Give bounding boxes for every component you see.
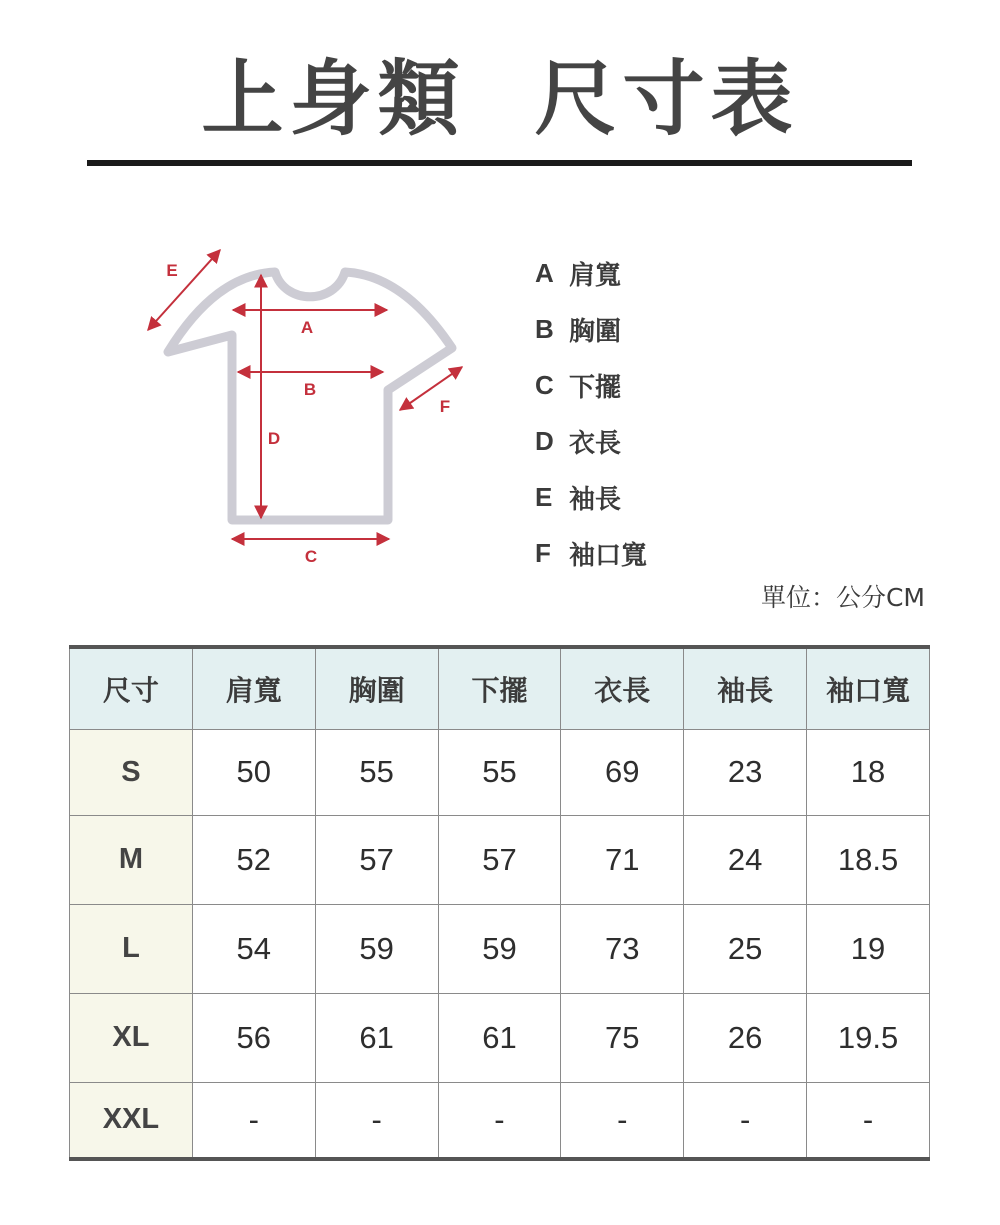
header-sleeve: 袖長 [684,647,807,729]
table-cell: 59 [438,904,561,993]
header-shoulder: 肩寬 [192,647,315,729]
legend-item [535,469,835,525]
label-e: E [166,261,178,280]
size-cell: M [70,815,193,904]
legend-code: B [535,313,554,344]
table-row [70,904,930,993]
table-row [70,1082,930,1159]
table-cell: - [192,1082,315,1159]
table-row [70,729,930,815]
table-cell: 19.5 [807,993,930,1082]
table-cell: 52 [192,815,315,904]
table-cell: 61 [315,993,438,1082]
table-cell: 57 [315,815,438,904]
table-row [70,815,930,904]
table-cell: 50 [192,729,315,815]
legend-label: 袖口寬 [569,540,648,571]
size-cell: XL [70,993,193,1082]
legend-label: 衣長 [569,428,622,459]
legend-item [535,525,835,581]
legend-item [535,413,835,469]
table-cell: 55 [315,729,438,815]
legend-code: E [535,481,553,512]
table-header-row [70,647,930,729]
title-divider [87,160,912,166]
label-d: D [267,429,281,448]
table-cell: 75 [561,993,684,1082]
arrow-e [148,250,220,330]
label-c: C [304,547,318,566]
table-cell: 25 [684,904,807,993]
legend-code: A [535,257,554,288]
header-length: 衣長 [561,647,684,729]
legend-label: 肩寬 [569,260,622,291]
table-cell: 73 [561,904,684,993]
table-cell: 57 [438,815,561,904]
legend-label: 下擺 [569,372,622,403]
unit-note: 單位：公分CM [760,583,925,612]
table-cell: 69 [561,729,684,815]
legend-item [535,301,835,357]
table-cell: 71 [561,815,684,904]
table-cell: - [315,1082,438,1159]
legend-item [535,357,835,413]
header-chest: 胸圍 [315,647,438,729]
label-f: F [439,397,451,416]
legend-code: D [535,425,554,456]
table-cell: 24 [684,815,807,904]
header-size: 尺寸 [70,647,193,729]
table-cell: 59 [315,904,438,993]
table-cell: 26 [684,993,807,1082]
table-cell: 55 [438,729,561,815]
legend-label: 胸圍 [569,316,622,347]
table-cell: - [684,1082,807,1159]
table-cell: - [438,1082,561,1159]
label-b: B [303,380,317,399]
size-cell: S [70,729,193,815]
page-title: 上身類 尺寸表 [201,52,799,147]
header-cuff: 袖口寬 [807,647,930,729]
size-chart-table [69,645,930,1161]
legend-label: 袖長 [569,484,622,515]
legend-item [535,245,835,301]
table-cell: - [807,1082,930,1159]
table-cell: 18 [807,729,930,815]
legend-code: C [535,369,554,400]
table-row [70,993,930,1082]
legend-code: F [535,537,551,568]
header-hem: 下擺 [438,647,561,729]
measurement-legend [535,245,835,581]
table-cell: 18.5 [807,815,930,904]
table-cell: 61 [438,993,561,1082]
label-a: A [300,318,314,337]
table-cell: 54 [192,904,315,993]
table-cell: 19 [807,904,930,993]
table-cell: 56 [192,993,315,1082]
size-cell: XXL [70,1082,193,1159]
table-cell: - [561,1082,684,1159]
size-cell: L [70,904,193,993]
shirt-measurement-diagram [130,230,480,580]
table-cell: 23 [684,729,807,815]
